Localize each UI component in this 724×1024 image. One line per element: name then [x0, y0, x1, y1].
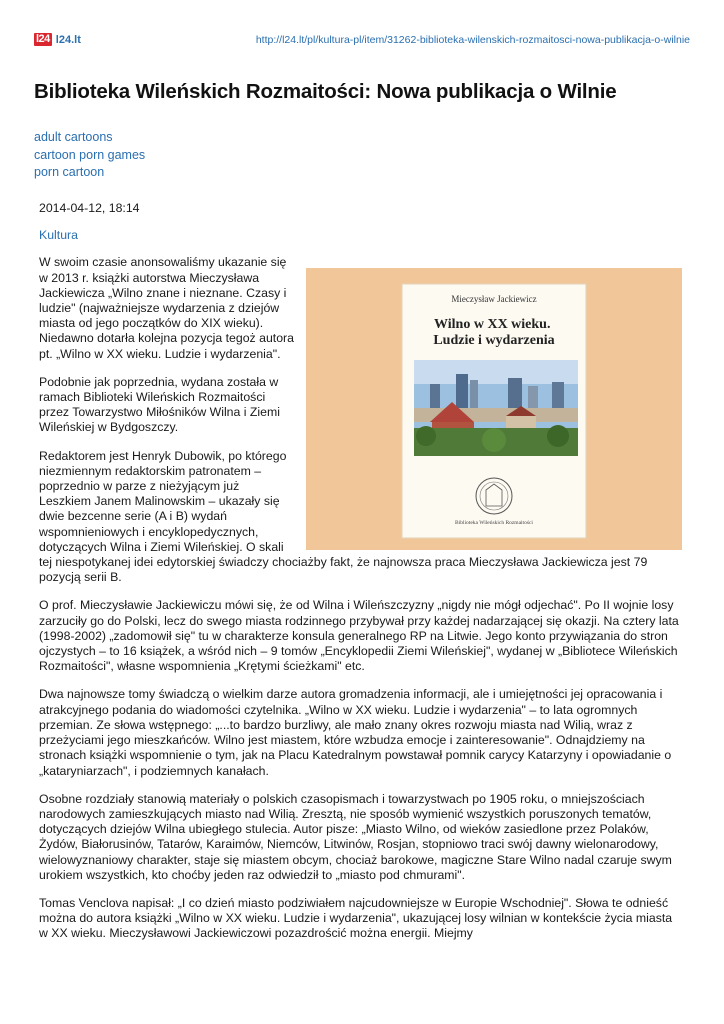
site-logo[interactable]: [34, 33, 81, 46]
cover-title-line-2: Ludzie i wydarzenia: [433, 333, 555, 349]
article-paragraph: Osobne rozdziały stanowią materiały o polskich czasopismach i towarzystwach po 1905 roku, o mniejszościach narodowych zamieszkujących miasto nad Wilią. Zresztą, nie sposób wymienić wszystkich poruszonych tematów, dotyczących dziejów Wilna ubiegłego stulecia. Autor pisze: „Miasto Wilno, od wieków zasiedlone przez Polaków, Żydów, Białorusinów, Tatarów, Karaimów, Niemców, Litwinów, Rosjan, stopniowo traci swój dawny wielonarodowy, wielowyznaniowy charakter, staje się miastem obcym, chociaż barokowe, magiczne Stare Wilno nadal czaruje swym urokiem wszystkich, kto choćby jeden raz odwiedził to „miasto pod chmurami".: [39, 791, 672, 882]
article-paragraph: W swoim czasie anonsowaliśmy ukazanie się w 2013 r. książki autorstwa Mieczysława Jackiewicza „Wilno znane i nieznane. Czasy i ludzie" (najważniejsze wydarzenia z dziejów miasta od jego początków do XIX wieku). Niedawno dotarła kolejna pozycja tegoż autora pt. „Wilno w XX wieku. Ludzie i wydarzenia".: [39, 255, 294, 361]
article-title: Biblioteka Wileńskich Rozmaitości: Nowa publikacja o Wilnie: [34, 80, 617, 103]
page-header: [34, 33, 690, 49]
cover-title: [433, 317, 554, 348]
book-cover-image: [306, 268, 682, 550]
logo-text[interactable]: l24.lt: [55, 33, 81, 46]
city-photo: [414, 360, 578, 456]
cover-author: Mieczysław Jackiewicz: [451, 294, 537, 305]
tag-link[interactable]: porn cartoon: [34, 165, 105, 179]
source-url-link[interactable]: http://l24.lt/pl/kultura-pl/item/31262-biblioteka-wilenskich-rozmaitosci-nowa-publikacja-o-wilnie: [255, 34, 690, 46]
tag-link[interactable]: cartoon porn games: [34, 147, 146, 162]
logo-badge: l24: [36, 33, 50, 45]
tag-link[interactable]: adult cartoons: [34, 130, 113, 144]
tag-list: [34, 129, 145, 182]
article-paragraph: Podobnie jak poprzednia, wydana została w ramach Biblioteki Wileńskich Rozmaitości przez Towarzystwo Miłośników Wilna i Ziemi Wileńskiej w Bydgoszczy.: [39, 374, 280, 435]
article-paragraph: Tomas Venclova napisał: „I co dzień miasto podziwiałem najcudowniejsze w Europie Wschodniej". Słowa te odnieść można do autora książki „Wilno w XX wieku. Ludzie i wydarzenia", ukazującej losy wilnian w kontekście życia miasta w XX wieku. Mieczysławowi Jackiewiczowi pozazdrościć można energii. Miejmy: [39, 895, 673, 941]
cover-title-line-1: Wilno w XX wieku.: [434, 317, 551, 333]
article-paragraph: Redaktorem jest Henryk Dubowik, po którego niezmiennym redaktorskim patronatem – poprzednio w parze z nieżyjącym już Leszkiem Janem Malinowskim – ukazały się dwie bezcenne serie (A i B) wydań wspomnieniowych i encyklopedycznych, dotyczących Wilna i Ziemi Wileńskiej. O skali tej niespotykanej idei edytorskiej świadczy chociażby fakt, że najnowsza praca Mieczysława Jackiewicza jest 79 pozycją serii B.: [39, 448, 648, 585]
article-paragraph: Dwa najnowsze tomy świadczą o wielkim darze autora gromadzenia informacji, ale i umiejętności jej opracowania i atrakcyjnego podania do wiadomości czytelnika. „Wilno w XX wieku. Ludzie i wydarzenia" – to lata ogromnych przemian. Ze słowa wstępnego: „...to bardzo burzliwy, ale mało znany okres rozwoju miasta nad Wilią, wraz z przeżyciami jego mieszkańców. Wilno jest miastem, które wzbudza emocje i zainteresowanie". Odnajdziemy na stronach książki wspomnienie o tym, jak na Placu Katedralnym powstawał pomnik carycy Katarzyny i opowiadanie o „kataryniarzach", i podziemnych kanałach.: [39, 687, 672, 778]
cover-publisher: Biblioteka Wileńskich Rozmaitości: [455, 520, 533, 527]
article-date: 2014-04-12, 18:14: [39, 201, 140, 215]
book-cover-svg: [306, 268, 682, 550]
article-paragraph: O prof. Mieczysławie Jackiewiczu mówi się, że od Wilna i Wileńszczyzny „nigdy nie mógł odjechać". Po II wojnie losy zarzuciły go do Polski, lecz do swego miasta rodzinnego przybywał przy każdej nadarzającej się okazji. Na cztery lata (1998-2002) „zadomowił się" tu w charakterze konsula generalnego RP na Litwie. Jego konto przywiązania do stron ojczystych – to 16 książek, a wśród nich – 9 tomów „Encyklopedii Ziemi Wileńskiej", wydanej w „Bibliotece Wileńskich Rozmaitości", własne wspomnienia „Krętymi ścieżkami" etc.: [39, 598, 679, 674]
article-category-link[interactable]: Kultura: [39, 228, 78, 243]
article-body: [39, 201, 682, 955]
